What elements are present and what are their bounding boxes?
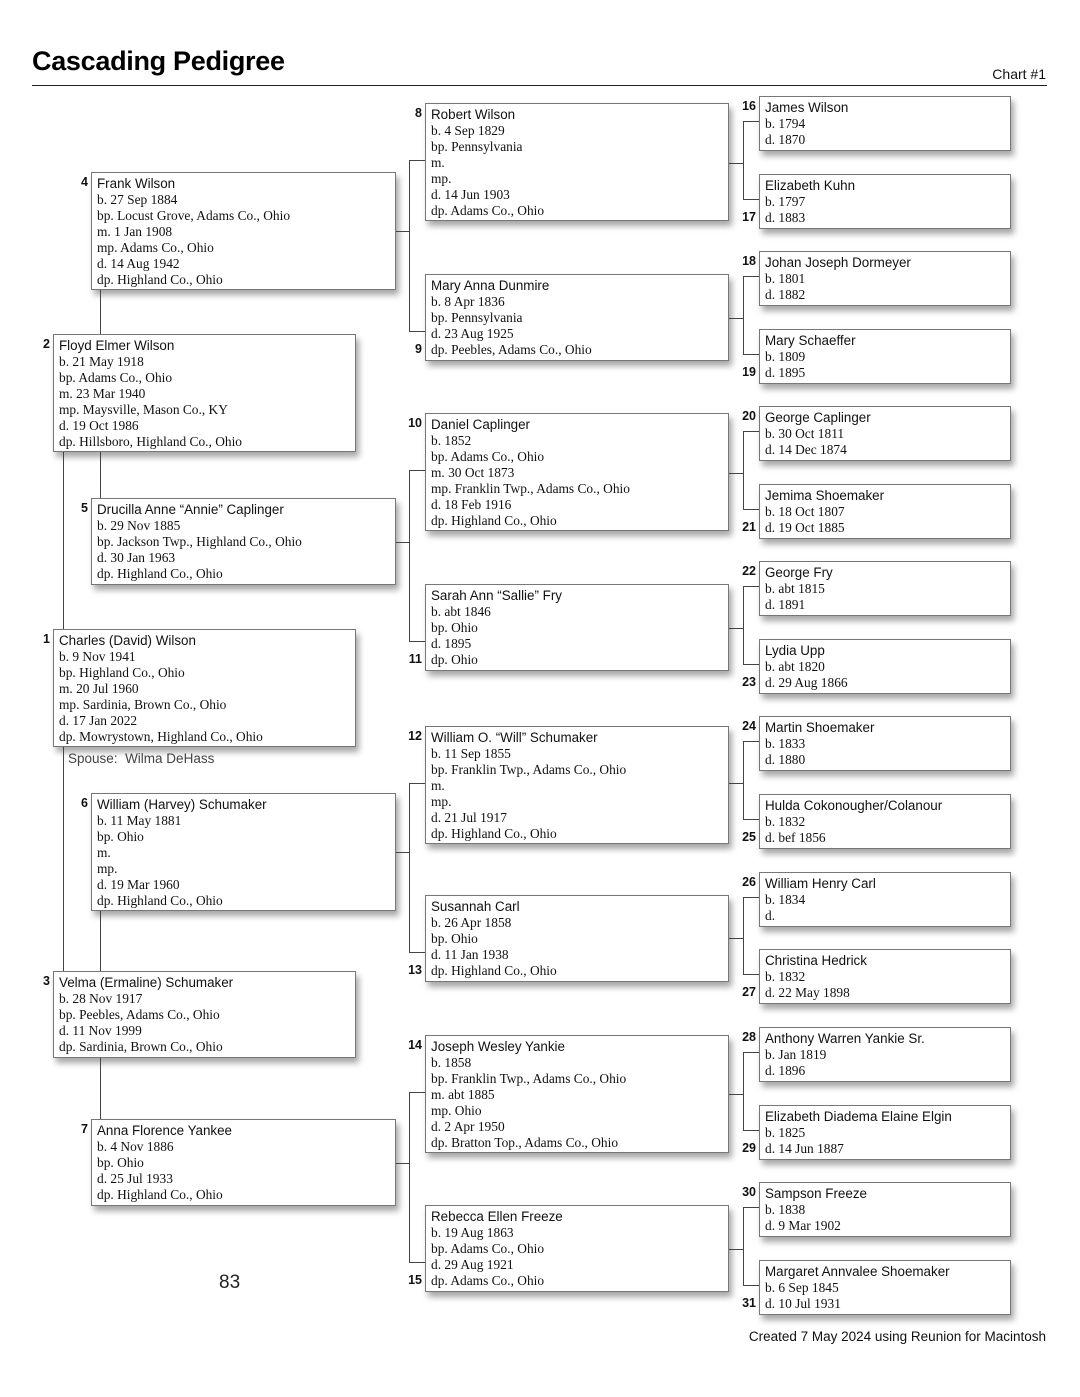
person-name: Mary Anna Dunmire: [431, 278, 550, 293]
connector-line: [743, 354, 759, 355]
person-detail: d. 21 Jul 1917: [431, 809, 507, 825]
person-box-20: [759, 406, 1011, 461]
chart-title: Cascading Pedigree: [32, 46, 285, 76]
person-name: Joseph Wesley Yankie: [431, 1039, 565, 1054]
person-detail: b. 4 Sep 1829: [431, 123, 505, 138]
person-detail: mp. Ohio: [431, 1102, 482, 1118]
person-detail: d. 1883: [765, 209, 806, 225]
person-detail: bp. Pennsylvania: [431, 309, 523, 325]
person-box-27: [759, 949, 1011, 1004]
person-detail: d. 14 Jun 1903: [431, 186, 510, 202]
person-detail: b. 1858: [431, 1055, 472, 1070]
person-number: 15: [408, 1273, 422, 1287]
person-detail: b. 8 Apr 1836: [431, 294, 505, 309]
person-detail: b. 4 Nov 1886: [97, 1139, 174, 1154]
person-box-25: [759, 794, 1011, 849]
person-detail: b. 1852: [431, 433, 472, 448]
person-name: William Henry Carl: [765, 876, 876, 891]
connector-line: [743, 1207, 744, 1286]
connector-line: [743, 199, 759, 200]
person-box-1: [53, 629, 356, 747]
person-detail: mp. Sardinia, Brown Co., Ohio: [59, 696, 227, 712]
person-detail: dp. Highland Co., Ohio: [431, 962, 557, 978]
person-detail: dp. Mowrystown, Highland Co., Ohio: [59, 728, 263, 744]
person-detail: dp. Hillsboro, Highland Co., Ohio: [59, 433, 243, 449]
person-detail: d. 18 Feb 1916: [431, 496, 512, 512]
person-detail: bp. Franklin Twp., Adams Co., Ohio: [431, 761, 627, 777]
person-detail: b. 1833: [765, 736, 806, 751]
person-number: 30: [742, 1185, 756, 1199]
person-number: 19: [742, 365, 756, 379]
connector-line: [729, 783, 743, 784]
person-detail: bp. Ohio: [431, 619, 478, 635]
person-detail: b. 18 Oct 1807: [765, 504, 845, 519]
person-detail: d. 30 Jan 1963: [97, 549, 176, 565]
connector-line: [743, 1052, 744, 1131]
person-number: 1: [43, 632, 50, 646]
person-detail: dp. Highland Co., Ohio: [431, 825, 557, 841]
person-box-16: [759, 96, 1011, 151]
person-box-24: [759, 716, 1011, 771]
connector-line: [729, 318, 743, 319]
person-detail: d. 29 Aug 1921: [431, 1256, 514, 1272]
person-detail: b. 30 Oct 1811: [765, 426, 845, 441]
person-number: 17: [742, 210, 756, 224]
connector-line: [100, 1058, 101, 1119]
person-detail: bp. Adams Co., Ohio: [431, 448, 545, 464]
connector-line: [729, 473, 743, 474]
footer-credit: Created 7 May 2024 using Reunion for Macintosh: [748, 1329, 1046, 1344]
person-detail: bp. Ohio: [97, 828, 144, 844]
person-name: Johan Joseph Dormeyer: [765, 255, 911, 270]
person-box-8: [425, 103, 729, 221]
person-detail: mp.: [431, 170, 452, 186]
person-box-10: [425, 413, 729, 531]
person-name: Susannah Carl: [431, 899, 520, 914]
person-detail: b. 11 May 1881: [97, 813, 182, 828]
person-number: 31: [742, 1296, 756, 1310]
spouse-label: Spouse:: [68, 751, 118, 766]
person-number: 12: [408, 729, 422, 743]
person-detail: m. 30 Oct 1873: [431, 464, 515, 480]
person-detail: b. 1809: [765, 349, 806, 364]
person-detail: bp. Franklin Twp., Adams Co., Ohio: [431, 1070, 627, 1086]
person-number: 5: [81, 501, 88, 515]
person-detail: d. 1895: [765, 364, 806, 380]
connector-line: [100, 452, 101, 498]
connector-line: [409, 1092, 425, 1093]
person-box-29: [759, 1105, 1011, 1160]
person-number: 16: [742, 99, 756, 113]
person-name: Christina Hedrick: [765, 953, 867, 968]
person-detail: b. abt 1846: [431, 604, 491, 619]
person-detail: b. 9 Nov 1941: [59, 649, 136, 664]
person-detail: bp. Highland Co., Ohio: [59, 664, 185, 680]
person-detail: b. 28 Nov 1917: [59, 991, 143, 1006]
connector-line: [396, 852, 409, 853]
connector-line: [409, 160, 425, 161]
person-detail: d. 11 Nov 1999: [59, 1022, 142, 1038]
person-detail: dp. Highland Co., Ohio: [97, 1186, 223, 1202]
person-number: 4: [81, 175, 88, 189]
person-detail: bp. Locust Grove, Adams Co., Ohio: [97, 207, 291, 223]
person-detail: bp. Peebles, Adams Co., Ohio: [59, 1006, 220, 1022]
person-number: 28: [742, 1030, 756, 1044]
connector-line: [409, 783, 410, 953]
person-box-2: [53, 334, 356, 452]
person-detail: mp.: [97, 860, 118, 876]
person-detail: d. 22 May 1898: [765, 984, 850, 1000]
person-detail: d. 2 Apr 1950: [431, 1118, 505, 1134]
chart-number: Chart #1: [992, 66, 1046, 82]
connector-line: [409, 1092, 410, 1263]
connector-line: [743, 586, 744, 665]
person-detail: b. 1794: [765, 116, 806, 131]
connector-line: [409, 470, 410, 642]
person-detail: dp. Highland Co., Ohio: [97, 565, 223, 581]
person-detail: m.: [431, 154, 445, 170]
person-name: Drucilla Anne “Annie” Caplinger: [97, 502, 284, 517]
person-number: 22: [742, 564, 756, 578]
person-name: Anthony Warren Yankie Sr.: [765, 1031, 925, 1046]
person-box-19: [759, 329, 1011, 384]
person-detail: bp. Pennsylvania: [431, 138, 523, 154]
connector-line: [100, 911, 101, 971]
connector-line: [409, 160, 410, 332]
person-number: 14: [408, 1038, 422, 1052]
connector-line: [743, 586, 759, 587]
person-detail: m. abt 1885: [431, 1086, 495, 1102]
person-box-14: [425, 1035, 729, 1153]
person-detail: dp. Adams Co., Ohio: [431, 1272, 545, 1288]
connector-line: [729, 938, 743, 939]
person-number: 7: [81, 1122, 88, 1136]
person-number: 9: [415, 342, 422, 356]
person-box-21: [759, 484, 1011, 539]
person-detail: d. 14 Dec 1874: [765, 441, 847, 457]
connector-line: [396, 1163, 409, 1164]
person-number: 3: [43, 974, 50, 988]
person-name: Frank Wilson: [97, 176, 176, 191]
person-name: Hulda Cokonougher/Colanour: [765, 798, 943, 813]
person-detail: m. 1 Jan 1908: [97, 223, 173, 239]
connector-line: [743, 664, 759, 665]
connector-line: [396, 542, 409, 543]
connector-line: [743, 819, 759, 820]
person-number: 26: [742, 875, 756, 889]
person-detail: b. 27 Sep 1884: [97, 192, 178, 207]
person-detail: b. 1834: [765, 892, 806, 907]
person-number: 6: [81, 796, 88, 810]
header-divider: [32, 85, 1047, 86]
person-box-6: [91, 793, 396, 911]
person-detail: d. 1895: [431, 635, 472, 651]
person-box-30: [759, 1182, 1011, 1237]
person-detail: b. 1832: [765, 814, 806, 829]
person-detail: dp. Highland Co., Ohio: [431, 512, 557, 528]
person-number: 25: [742, 830, 756, 844]
connector-line: [63, 747, 64, 971]
person-name: Daniel Caplinger: [431, 417, 530, 432]
person-detail: b. 26 Apr 1858: [431, 915, 512, 930]
person-detail: d. 9 Mar 1902: [765, 1217, 841, 1233]
person-number: 2: [43, 337, 50, 351]
person-box-13: [425, 895, 729, 982]
person-detail: dp. Adams Co., Ohio: [431, 202, 545, 218]
person-number: 8: [415, 106, 422, 120]
person-number: 27: [742, 985, 756, 999]
connector-line: [729, 1249, 743, 1250]
person-name: James Wilson: [765, 100, 849, 115]
connector-line: [743, 509, 759, 510]
person-detail: mp.: [431, 793, 452, 809]
person-detail: mp. Franklin Twp., Adams Co., Ohio: [431, 480, 630, 496]
person-detail: dp. Bratton Top., Adams Co., Ohio: [431, 1134, 619, 1150]
person-box-23: [759, 639, 1011, 694]
connector-line: [729, 163, 743, 164]
person-detail: b. abt 1815: [765, 581, 825, 596]
person-name: Jemima Shoemaker: [765, 488, 885, 503]
person-detail: bp. Adams Co., Ohio: [431, 1240, 545, 1256]
person-number: 29: [742, 1141, 756, 1155]
connector-line: [729, 628, 743, 629]
person-number: 24: [742, 719, 756, 733]
person-detail: d. 1870: [765, 131, 806, 147]
connector-line: [409, 331, 425, 332]
person-name: Charles (David) Wilson: [59, 633, 196, 648]
person-name: William (Harvey) Schumaker: [97, 797, 267, 812]
person-detail: d.: [765, 907, 776, 923]
connector-line: [743, 121, 759, 122]
person-detail: d. 14 Jun 1887: [765, 1140, 844, 1156]
person-detail: bp. Jackson Twp., Highland Co., Ohio: [97, 533, 302, 549]
connector-line: [409, 470, 425, 471]
person-detail: dp. Peebles, Adams Co., Ohio: [431, 341, 592, 357]
person-detail: d. 1880: [765, 751, 806, 767]
connector-line: [409, 1262, 425, 1263]
person-detail: mp. Adams Co., Ohio: [97, 239, 214, 255]
connector-line: [743, 897, 759, 898]
person-name: Margaret Annvalee Shoemaker: [765, 1264, 950, 1279]
spouse-name: Wilma DeHass: [125, 751, 215, 766]
person-box-9: [425, 274, 729, 361]
person-detail: bp. Ohio: [97, 1154, 144, 1170]
person-name: George Caplinger: [765, 410, 871, 425]
person-box-17: [759, 174, 1011, 229]
person-name: Anna Florence Yankee: [97, 1123, 232, 1138]
person-detail: b. abt 1820: [765, 659, 825, 674]
connector-line: [743, 276, 759, 277]
person-detail: b. 1797: [765, 194, 806, 209]
person-name: Rebecca Ellen Freeze: [431, 1209, 563, 1224]
person-detail: d. bef 1856: [765, 829, 826, 845]
person-box-22: [759, 561, 1011, 616]
connector-line: [743, 741, 759, 742]
person-detail: d. 19 Mar 1960: [97, 876, 180, 892]
person-name: William O. “Will” Schumaker: [431, 730, 598, 745]
person-name: Mary Schaeffer: [765, 333, 856, 348]
person-detail: bp. Adams Co., Ohio: [59, 369, 173, 385]
connector-line: [743, 276, 744, 355]
person-name: Robert Wilson: [431, 107, 516, 122]
person-detail: b. 1832: [765, 969, 806, 984]
person-detail: d. 29 Aug 1866: [765, 674, 848, 690]
connector-line: [743, 431, 759, 432]
connector-line: [743, 431, 744, 510]
person-box-4: [91, 172, 396, 290]
page-number: 83: [219, 1272, 241, 1293]
person-name: Lydia Upp: [765, 643, 825, 658]
person-detail: d. 10 Jul 1931: [765, 1295, 841, 1311]
person-detail: m. 23 Mar 1940: [59, 385, 146, 401]
person-box-18: [759, 251, 1011, 306]
person-detail: mp. Maysville, Mason Co., KY: [59, 401, 228, 417]
connector-line: [743, 897, 744, 975]
connector-line: [396, 231, 409, 232]
connector-line: [409, 952, 425, 953]
person-number: 10: [408, 416, 422, 430]
person-detail: b. 21 May 1918: [59, 354, 144, 369]
person-detail: d. 14 Aug 1942: [97, 255, 180, 271]
connector-line: [743, 121, 744, 200]
person-number: 13: [408, 963, 422, 977]
person-box-11: [425, 584, 729, 671]
connector-line: [743, 1130, 759, 1131]
person-detail: d. 1896: [765, 1062, 806, 1078]
person-box-7: [91, 1119, 396, 1206]
person-detail: m. 20 Jul 1960: [59, 680, 139, 696]
person-detail: b. Jan 1819: [765, 1047, 827, 1062]
person-number: 23: [742, 675, 756, 689]
person-box-15: [425, 1205, 729, 1292]
person-name: Velma (Ermaline) Schumaker: [59, 975, 234, 990]
person-detail: b. 6 Sep 1845: [765, 1280, 839, 1295]
person-detail: d. 11 Jan 1938: [431, 946, 509, 962]
spouse-line: [68, 751, 214, 766]
person-detail: b. 1801: [765, 271, 806, 286]
connector-line: [409, 641, 425, 642]
person-detail: d. 23 Aug 1925: [431, 325, 514, 341]
person-detail: b. 19 Aug 1863: [431, 1225, 514, 1240]
person-name: Elizabeth Diadema Elaine Elgin: [765, 1109, 952, 1124]
person-name: George Fry: [765, 565, 833, 580]
person-detail: b. 1838: [765, 1202, 806, 1217]
connector-line: [743, 1052, 759, 1053]
person-detail: b. 29 Nov 1885: [97, 518, 181, 533]
person-box-28: [759, 1027, 1011, 1082]
person-detail: bp. Ohio: [431, 930, 478, 946]
connector-line: [100, 290, 101, 334]
person-box-5: [91, 498, 396, 585]
person-box-26: [759, 872, 1011, 927]
person-box-3: [53, 971, 356, 1058]
connector-line: [743, 974, 759, 975]
connector-line: [63, 452, 64, 629]
person-number: 20: [742, 409, 756, 423]
person-detail: m.: [97, 844, 111, 860]
person-detail: d. 25 Jul 1933: [97, 1170, 173, 1186]
person-box-31: [759, 1260, 1011, 1315]
person-number: 18: [742, 254, 756, 268]
person-detail: d. 17 Jan 2022: [59, 712, 138, 728]
person-box-12: [425, 726, 729, 844]
connector-line: [409, 783, 425, 784]
connector-line: [729, 1094, 743, 1095]
person-detail: b. 1825: [765, 1125, 806, 1140]
person-detail: dp. Sardinia, Brown Co., Ohio: [59, 1038, 223, 1054]
person-detail: d. 19 Oct 1885: [765, 519, 845, 535]
person-detail: m.: [431, 777, 445, 793]
person-detail: dp. Ohio: [431, 651, 478, 667]
person-detail: d. 19 Oct 1986: [59, 417, 139, 433]
person-name: Floyd Elmer Wilson: [59, 338, 175, 353]
person-detail: d. 1891: [765, 596, 806, 612]
person-detail: d. 1882: [765, 286, 806, 302]
person-detail: dp. Highland Co., Ohio: [97, 892, 223, 908]
connector-line: [743, 741, 744, 820]
connector-line: [743, 1207, 759, 1208]
connector-line: [743, 1285, 759, 1286]
person-name: Martin Shoemaker: [765, 720, 875, 735]
person-number: 11: [408, 652, 422, 666]
person-detail: dp. Highland Co., Ohio: [97, 271, 223, 287]
person-name: Sampson Freeze: [765, 1186, 867, 1201]
person-number: 21: [742, 520, 756, 534]
person-detail: b. 11 Sep 1855: [431, 746, 511, 761]
person-name: Sarah Ann “Sallie” Fry: [431, 588, 562, 603]
person-name: Elizabeth Kuhn: [765, 178, 856, 193]
